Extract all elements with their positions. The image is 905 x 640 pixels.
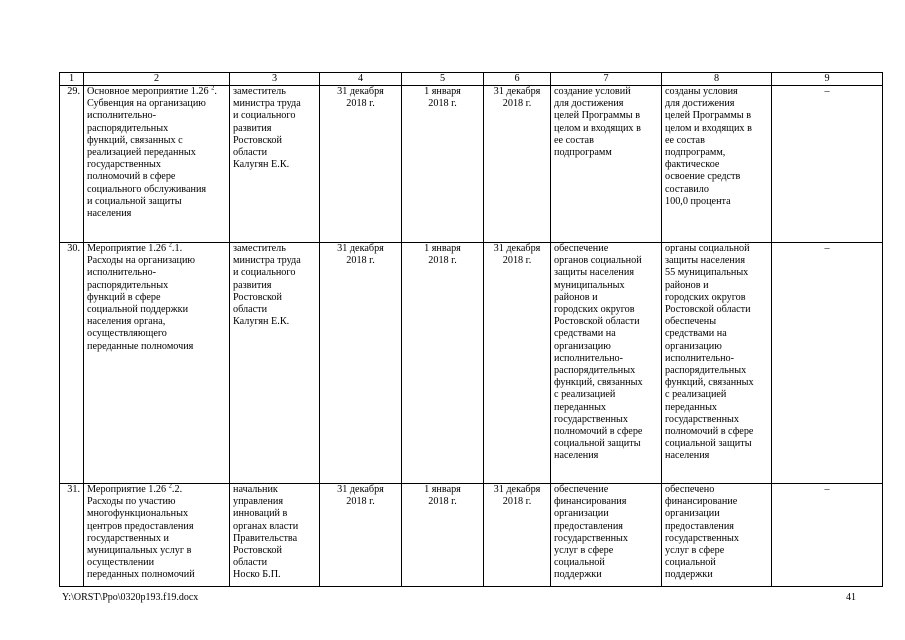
cell-line: управления [233, 496, 284, 508]
cell-line: функций, связанных [554, 377, 643, 389]
plan-end-date-cell [320, 86, 402, 243]
cell-line: городских округов [665, 291, 746, 303]
cell-line: исполнительно- [87, 267, 157, 279]
cell-line: районов и [554, 291, 598, 303]
cell-line: государственных и [87, 532, 169, 544]
cell-line: финансирование [665, 496, 738, 508]
note-dash: – [824, 484, 830, 495]
expected-result-cell [551, 243, 662, 484]
cell-line: и социального [233, 110, 296, 122]
cell-line: предоставления [665, 520, 734, 532]
cell-line: распорядительных [87, 122, 169, 134]
cell-line: органах власти [233, 520, 299, 532]
header-row [60, 73, 883, 86]
cell-line: 2018 г. [346, 496, 375, 508]
cell-line: обеспечено [665, 484, 715, 495]
cell-line: переданные полномочия [87, 340, 194, 352]
cell-line: ее состав [665, 134, 705, 146]
cell-line: полномочий в сфере [554, 426, 643, 438]
cell-line: Правительства [233, 532, 298, 544]
page-number: 41 [846, 592, 856, 603]
cell-line: 31 декабря [337, 243, 384, 254]
cell-line: поддержки [554, 569, 602, 581]
table-row [60, 484, 883, 587]
row-number: 31. [67, 484, 80, 495]
actual-result-cell [662, 243, 772, 484]
cell-line: 31 декабря [493, 86, 541, 97]
cell-line: осуществлении [87, 557, 155, 569]
cell-line: переданных [665, 401, 718, 413]
cell-line: подпрограмм [554, 147, 612, 159]
cell-line: 2018 г. [428, 496, 457, 508]
cell-line: Калугян Е.К. [233, 316, 290, 328]
cell-line: с реализацией [665, 389, 727, 401]
cell-line: социальной [554, 557, 605, 569]
cell-line: полномочий в сфере [665, 426, 754, 438]
cell-line: фактическое [665, 159, 720, 171]
row-number: 30. [67, 243, 80, 254]
cell-line: начальник [233, 484, 278, 495]
cell-line: предоставления [554, 520, 623, 532]
cell-line: поддержки [665, 569, 713, 581]
row-number-cell [60, 86, 84, 243]
cell-line: развития [233, 122, 272, 134]
row-number-cell [60, 484, 84, 587]
cell-line: 2018 г. [346, 255, 375, 267]
cell-line: и социальной защиты [87, 195, 182, 207]
cell-line: исполнительно- [665, 352, 735, 364]
plan-end-date-cell [320, 484, 402, 587]
actual-end-date-cell [484, 243, 551, 484]
cell-line: 1 января [424, 484, 461, 495]
measure-title-suffix: .1. [171, 243, 183, 254]
cell-line: Носко Б.П. [233, 569, 281, 581]
cell-line: целей Программы в [665, 110, 752, 122]
cell-line: обеспечение [554, 484, 609, 495]
cell-line: инноваций в [233, 508, 288, 520]
measure-superscript: 2 [211, 85, 215, 92]
cell-line: и социального [233, 267, 296, 279]
cell-line: муниципальных [554, 279, 625, 291]
measure-title: Мероприятие 1.26 [87, 484, 167, 495]
measure-superscript: 2 [168, 242, 172, 249]
cell-line: освоение средств [665, 171, 741, 183]
measure-title: Мероприятие 1.26 [87, 243, 167, 254]
cell-line: 2018 г. [428, 98, 457, 110]
cell-line: функций, связанных [665, 377, 754, 389]
cell-line: области [233, 557, 268, 569]
cell-line: 2018 г. [428, 255, 457, 267]
header-cell: 6 [484, 73, 551, 86]
cell-line: 1 января [424, 243, 461, 254]
cell-line: 1 января [424, 86, 461, 97]
cell-line: организации [554, 508, 609, 520]
cell-line: услуг в сфере [665, 545, 725, 557]
table-row [60, 243, 883, 484]
actual-start-date-cell [402, 243, 484, 484]
header-cell: 4 [320, 73, 402, 86]
cell-line: функций в сфере [87, 291, 161, 303]
cell-line: финансирования [554, 496, 627, 508]
header-cell: 1 [60, 73, 84, 86]
cell-line: 31 декабря [337, 86, 384, 97]
cell-line: ее состав [554, 134, 594, 146]
cell-line: городских округов [554, 304, 635, 316]
header-cell: 9 [772, 73, 883, 86]
cell-line: заместитель [233, 243, 286, 254]
cell-line: 31 декабря [493, 484, 541, 495]
cell-line: государственных [554, 532, 628, 544]
note-cell [772, 86, 883, 243]
note-cell [772, 484, 883, 587]
cell-line [87, 86, 226, 98]
cell-line: создание условий [554, 86, 631, 97]
row-number: 29. [67, 86, 80, 97]
header-cell: 5 [402, 73, 484, 86]
cell-line: составило [665, 183, 709, 195]
cell-line: населения органа, [87, 316, 166, 328]
measures-table [59, 72, 883, 587]
cell-line: реализацией переданных [87, 147, 196, 159]
cell-line: Расходы на организацию [87, 255, 196, 267]
responsible-cell [230, 484, 320, 587]
expected-result-cell [551, 484, 662, 587]
cell-line: Ростовской [233, 545, 282, 557]
cell-line: целом и входящих в [665, 122, 752, 134]
cell-line: населения [87, 208, 132, 220]
cell-line: обеспечены [665, 316, 717, 328]
responsible-cell [230, 86, 320, 243]
note-cell [772, 243, 883, 484]
header-cell: 3 [230, 73, 320, 86]
cell-line: Калугян Е.К. [233, 159, 290, 171]
cell-line: 31 декабря [337, 484, 384, 495]
cell-line: Ростовской [233, 291, 282, 303]
cell-line: государственных [554, 413, 628, 425]
cell-line: организацию [665, 340, 722, 352]
cell-line: муниципальных услуг в [87, 545, 192, 557]
actual-end-date-cell [484, 86, 551, 243]
cell-line: созданы условия [665, 86, 738, 97]
cell-line: средствами на [665, 328, 727, 340]
cell-line: районов и [665, 279, 709, 291]
cell-line: распорядительных [554, 365, 636, 377]
cell-line: государственных [87, 159, 161, 171]
cell-line: подпрограмм, [665, 147, 726, 159]
footer-file-path: Y:\ORST\Ppo\0320p193.f19.docx [62, 592, 199, 603]
measure-title-suffix: .2. [171, 484, 183, 495]
actual-result-cell [662, 86, 772, 243]
measure-title-suffix: . [214, 86, 217, 97]
header-cell: 8 [662, 73, 772, 86]
cell-line: 2018 г. [502, 496, 532, 508]
cell-line: исполнительно- [554, 352, 624, 364]
cell-line: населения [665, 450, 710, 462]
header-cell: 2 [84, 73, 230, 86]
cell-line: многофункциональных [87, 508, 189, 520]
cell-line: Ростовской области [554, 316, 640, 328]
cell-line: Ростовской области [665, 304, 751, 316]
cell-line: заместитель [233, 86, 286, 97]
table-row [60, 86, 883, 243]
cell-line: населения [554, 450, 599, 462]
cell-line: 55 муниципальных [665, 267, 749, 279]
cell-line: 2018 г. [502, 98, 532, 110]
actual-start-date-cell [402, 484, 484, 587]
plan-end-date-cell [320, 243, 402, 484]
row-number-cell [60, 243, 84, 484]
cell-line: Субвенция на организацию [87, 98, 206, 110]
cell-line: обеспечение [554, 243, 609, 254]
cell-line: развития [233, 279, 272, 291]
cell-line: 100,0 процента [665, 195, 731, 207]
cell-line: министра труда [233, 255, 301, 267]
expected-result-cell [551, 86, 662, 243]
measure-superscript: 2 [168, 483, 172, 490]
cell-line: 2018 г. [502, 255, 532, 267]
cell-line: защиты населения [665, 255, 746, 267]
cell-line: переданных [554, 401, 607, 413]
cell-line: целом и входящих в [554, 122, 641, 134]
note-dash: – [824, 86, 830, 97]
note-dash: – [824, 243, 830, 254]
cell-line: 31 декабря [493, 243, 541, 254]
cell-line: социальной поддержки [87, 304, 189, 316]
cell-line: социальной защиты [554, 438, 641, 450]
measure-name-cell [84, 484, 230, 587]
measure-name-cell [84, 86, 230, 243]
responsible-cell [230, 243, 320, 484]
cell-line: для достижения [665, 98, 735, 110]
cell-line: целей Программы в [554, 110, 641, 122]
cell-line: средствами на [554, 328, 616, 340]
actual-result-cell [662, 484, 772, 587]
cell-line [87, 243, 226, 255]
cell-line: функций, связанных с [87, 134, 183, 146]
cell-line: государственных [665, 413, 739, 425]
cell-line: организации [665, 508, 720, 520]
cell-line: социальной защиты [665, 438, 752, 450]
cell-line: защиты населения [554, 267, 635, 279]
cell-line: для достижения [554, 98, 624, 110]
cell-line: распорядительных [665, 365, 747, 377]
cell-line: осуществляющего [87, 328, 167, 340]
cell-line: услуг в сфере [554, 545, 614, 557]
cell-line: переданных полномочий [87, 569, 195, 581]
cell-line: области [233, 304, 268, 316]
measure-name-cell [84, 243, 230, 484]
cell-line: организацию [554, 340, 611, 352]
actual-end-date-cell [484, 484, 551, 587]
cell-line: министра труда [233, 98, 301, 110]
cell-line: исполнительно- [87, 110, 157, 122]
cell-line: социального обслуживания [87, 183, 207, 195]
cell-line: органов социальной [554, 255, 642, 267]
cell-line: органы социальной [665, 243, 750, 254]
cell-line: области [233, 147, 268, 159]
header-cell: 7 [551, 73, 662, 86]
cell-line: Ростовской [233, 134, 282, 146]
cell-line: социальной [665, 557, 716, 569]
measure-title: Основное мероприятие 1.26 [87, 86, 209, 97]
cell-line: 2018 г. [346, 98, 375, 110]
cell-line: полномочий в сфере [87, 171, 176, 183]
cell-line: Расходы по участию [87, 496, 176, 508]
cell-line [87, 484, 226, 496]
cell-line: государственных [665, 532, 739, 544]
cell-line: с реализацией [554, 389, 616, 401]
cell-line: центров предоставления [87, 520, 194, 532]
actual-start-date-cell [402, 86, 484, 243]
cell-line: распорядительных [87, 279, 169, 291]
